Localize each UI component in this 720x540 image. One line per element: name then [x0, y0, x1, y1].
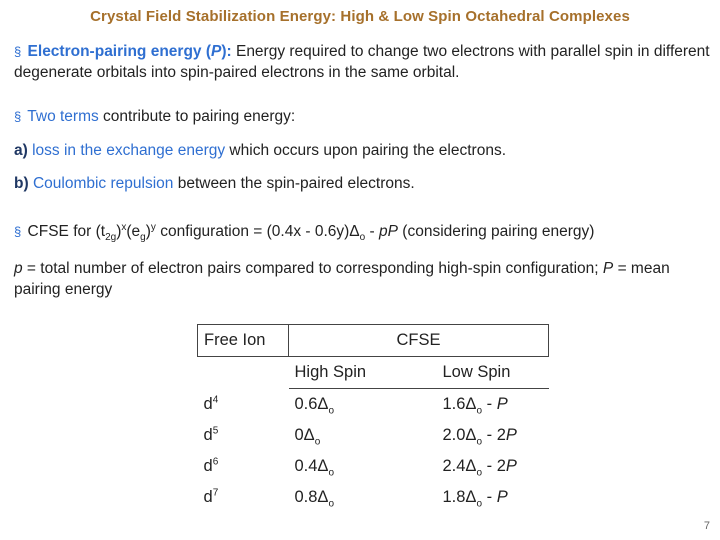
high-spin-header: High Spin [289, 357, 437, 389]
low-spin-cell: $2.4\Delta_o - 2P$ [442, 457, 517, 479]
slide-title: Crystal Field Stabilization Energy: High & Low Spin Octahedral Complexes [90, 8, 630, 25]
ion-cell: $d^5$ [203, 425, 219, 444]
low-spin-cell: $1.6\Delta_o$ - P [442, 395, 508, 417]
free-ion-header: Free Ion [198, 325, 289, 357]
pairing-energy-paragraph [14, 41, 714, 83]
pairing-definition: Energy required to change two electrons with parallel spin in different degenerate orbitals into spin-paired electrons in the same orbital. [14, 43, 710, 81]
item-a-label: a) [14, 142, 28, 159]
item-b [14, 173, 714, 194]
cfse-table [197, 324, 549, 513]
high-spin-cell: $0.4\Delta_o$ [294, 457, 335, 479]
table-row [198, 451, 549, 482]
contrib-lead: Two terms [27, 108, 99, 125]
item-a [14, 140, 714, 161]
contrib-paragraph [14, 106, 714, 127]
ion-cell: $d^4$ [203, 394, 219, 413]
low-spin-cell: $1.8\Delta_o$ - P [442, 488, 508, 510]
item-b-rest: between the spin-paired electrons. [173, 175, 415, 192]
high-spin-cell: $0.6\Delta_o$ [294, 395, 335, 417]
page-number: 7 [703, 520, 710, 532]
item-b-label: b) [14, 175, 29, 192]
cfse-header: CFSE [289, 325, 549, 357]
pairing-definition-text: p = total number of electron pairs compared to corresponding high-spin configuration; P = mean pairing energy [14, 260, 670, 298]
contrib-rest: contribute to pairing energy: [98, 108, 296, 125]
ion-cell: $d^6$ [203, 456, 219, 475]
table-row [198, 420, 549, 451]
high-spin-cell: $0.8\Delta_o$ [294, 488, 335, 510]
high-spin-cell: $0\Delta_o$ [294, 426, 321, 448]
low-spin-header: Low Spin [437, 357, 549, 389]
bullet-icon: § [14, 224, 22, 239]
ion-cell: $d^7$ [203, 487, 219, 506]
bullet-icon: § [14, 44, 22, 59]
low-spin-cell: $2.0\Delta_o - 2P$ [442, 426, 517, 448]
cfse-formula: § CFSE for $(t_{2g})^x(e_g)^y$ configuration = $(0.4x - 0.6y)\Delta_o$ - pP (considering pairing energy) [14, 221, 595, 244]
item-b-highlight: Coulombic repulsion [28, 175, 174, 192]
item-a-highlight: loss in the exchange energy [27, 142, 226, 159]
bullet-icon: § [14, 109, 22, 124]
pairing-term: Electron-pairing energy (P): [27, 43, 232, 60]
table-row [198, 389, 549, 421]
item-a-rest: which occurs upon pairing the electrons. [225, 142, 507, 159]
table-row [198, 482, 549, 513]
